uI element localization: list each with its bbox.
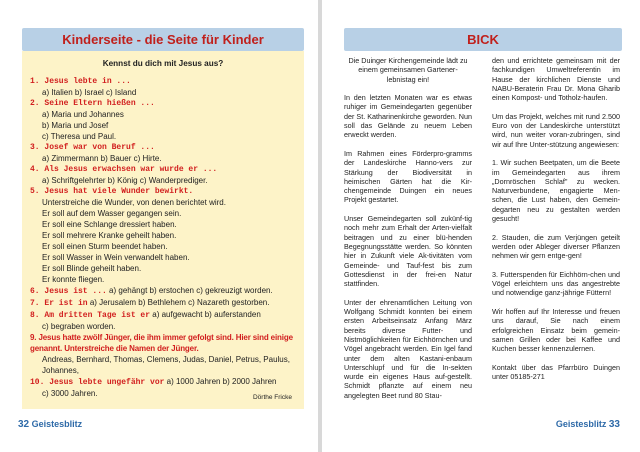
quiz-question-text: 10. Jesus lebte ungefähr vor: [30, 378, 165, 387]
quiz-answer: Er konnte fliegen.: [42, 275, 105, 284]
quiz-question: [30, 309, 296, 321]
quiz-answer: Andreas, Bernhard, Thomas, Clemens, Judas, Daniel, Petrus, Paulus, Johannes,: [42, 355, 290, 375]
kinderseite-title: Kinderseite - die Seite für Kinder: [62, 32, 264, 47]
quiz-answer: c) Theresa und Paul.: [42, 132, 117, 141]
quiz-question: [30, 376, 296, 388]
quiz-inline-answers: a) gehängt b) erstochen c) gekreuzigt worden.: [106, 286, 273, 295]
article-paragraph: Um das Projekt, welches mit rund 2.500 Euro von der Landeskirche unterstützt wird, nun weiter voran-zubringen, sind wir auf Ihre Unter-stützung angewiesen:: [492, 111, 620, 149]
article-column-2: [492, 56, 620, 391]
article-paragraph: 2. Stauden, die zum Verjüngen geteilt werden oder Ableger diverser Pflanzen nehmen wir gern entge-gen!: [492, 232, 620, 261]
article-paragraph: Im Rahmen eines Förderpro-gramms der Landeskirche Hanno-vers zur Stärkung der Biodiversität in heimischen Gärten hat die Kir-chengemeinde Duingen ein neues Projekt gestartet.: [344, 148, 472, 205]
left-page: [0, 0, 318, 452]
quiz-question-text: 3. Josef war von Beruf ...: [30, 143, 155, 152]
quiz-answer: c) begraben worden.: [42, 322, 116, 331]
page-number-left: [18, 418, 82, 431]
magazine-name-right: Geistesblitz: [555, 419, 607, 429]
quiz-answer: a) Italien b) Israel c) Island: [42, 88, 137, 97]
quiz-question-text: 5. Jesus hat viele Wunder bewirkt.: [30, 187, 194, 196]
quiz-question: [30, 285, 296, 297]
page-number-right: [556, 418, 620, 431]
page-number-right-num: 33: [608, 419, 620, 430]
bick-title: BICK: [467, 32, 499, 47]
quiz-answer: c) 3000 Jahren.: [42, 389, 98, 398]
quiz-answer: Er soll einen Sturm beendet haben.: [42, 242, 168, 251]
quiz-question-text: 6. Jesus ist ...: [30, 287, 107, 296]
quiz-question-text: 2. Seine Eltern hießen ...: [30, 99, 155, 108]
quiz-question-text: 8. Am dritten Tage ist er: [30, 311, 151, 320]
article-paragraph: Die Duinger Kirchengemeinde lädt zu einem gemeinsamen Gartener-lebnistag ein!: [348, 56, 468, 84]
quiz-question: [30, 98, 296, 109]
quiz-inline-answers: a) Jerusalem b) Bethlehem c) Nazareth gestorben.: [87, 298, 270, 307]
article-paragraph: Kontakt über das Pfarrbüro Duingen unter 05185-271: [492, 362, 620, 382]
article-column-1: [344, 56, 472, 409]
quiz-question: [30, 297, 296, 309]
page-number-left-num: 32: [18, 419, 30, 430]
quiz-question-text: 1. Jesus lebte in ...: [30, 77, 131, 86]
quiz-answer: a) Schriftgelehrter b) König c) Wanderprediger.: [42, 176, 208, 185]
quiz-inline-answers: a) aufgewacht b) auferstanden: [150, 310, 261, 319]
quiz-answer: Er soll Blinde geheilt haben.: [42, 264, 142, 273]
author-name: Dörthe Fricke: [252, 394, 292, 401]
bick-header-band: [344, 28, 622, 51]
article-paragraph: 1. Wir suchen Beetpaten, um die Beete im Gemeindegarten aus ihrem „Dornröschen Schlaf" zu wecken. Naturverbundene, engagierte Men-schen, die Lust haben, den Gemein-degarten neu zu gestalten werden gesucht!: [492, 158, 620, 224]
quiz-question: [30, 332, 296, 354]
quiz-answer: Er soll mehrere Kranke geheilt haben.: [42, 231, 177, 240]
article-paragraph: den und errichtete gemeinsam mit der fachkundigen Umweltreferentin im Hause der kirchlichen Dienste und NABU-Beraterin Frau Dr. Mona Gharib einen Kompost- und Totholz-haufen.: [492, 56, 620, 103]
quiz-question-text: 4. Als Jesus erwachsen war wurde er ...: [30, 165, 218, 174]
article-paragraph: 3. Futterspenden für Eichhörn-chen und Vögel erleichtern uns das angestrebte und notwendige ganz-jährige Füttern!: [492, 269, 620, 298]
quiz-question: [30, 164, 296, 175]
quiz-answer: a) Zimmermann b) Bauer c) Hirte.: [42, 154, 162, 163]
article-paragraph: Wir hoffen auf Ihr Interesse und freuen uns darauf, Sie nach einem erfolgreichen Einsatz beim gemein-samen Grillen oder bei Kaffee und Kuchen besser kennenzulernen.: [492, 307, 620, 354]
right-page: [322, 0, 640, 452]
kinderseite-header-band: [22, 28, 304, 51]
quiz-answer: Unterstreiche die Wunder, von denen berichtet wird.: [42, 198, 226, 207]
quiz-answer: Er soll eine Schlange dressiert haben.: [42, 220, 177, 229]
quiz-question: [30, 186, 296, 197]
quiz-list: [30, 76, 296, 399]
quiz-question: [30, 142, 296, 153]
quiz-title: Kennst du dich mit Jesus aus?: [102, 59, 224, 68]
quiz-inline-answers: a) 1000 Jahren b) 2000 Jahren: [164, 377, 277, 386]
quiz-question-text: 9. Jesus hatte zwölf Jünger, die ihm immer gefolgt sind. Hier sind einige genannt. Unterstreiche die Namen der Jünger.: [30, 333, 293, 353]
quiz-answer: Er soll auf dem Wasser gegangen sein.: [42, 209, 182, 218]
article-paragraph: Unter der ehrenamtlichen Leitung von Wolfgang Schmidt konnten bei einem ersten Arbeitseinsatz Anfang März bereits diverse Futter- und Nistmöglichkeiten für Eichhörnchen und Vögel angebracht werden. Ein Igel fand unter dem alten Kastani-enbaum Unterschlupf und für die In-sekten wurde ein eigenes Haus auf-gestellt. Schmidt pflanzte auf einem neu angelegten Beet rund 80 Stau-: [344, 297, 472, 400]
quiz-answer: a) Maria und Johannes: [42, 110, 124, 119]
article-paragraph: In den letzten Monaten war es etwas ruhiger im Gemeindegarten gegenüber der St. Katharinenkirche geworden. Nun soll das Gelände zu neuem Leben erweckt werden.: [344, 93, 472, 140]
quiz-answer: b) Maria und Josef: [42, 121, 109, 130]
quiz-answer: Er soll Wasser in Wein verwandelt haben.: [42, 253, 190, 262]
quiz-question-text: 7. Er ist in: [30, 299, 88, 308]
quiz-box: [22, 51, 304, 409]
magazine-name-left: Geistesblitz: [31, 419, 83, 429]
article-paragraph: Unser Gemeindegarten soll zukünf-tig noch mehr zum Erhalt der Arten-vielfalt beitragen und zu einer blü-henden Begegnungsstätte werden. So könnten hier in Zukunft viele Ak-tivitäten vom Gemeinde- und Tauf-fest bis zum Gottesdienst in der frei-en Natur stattfinden.: [344, 214, 472, 289]
quiz-question: [30, 76, 296, 87]
